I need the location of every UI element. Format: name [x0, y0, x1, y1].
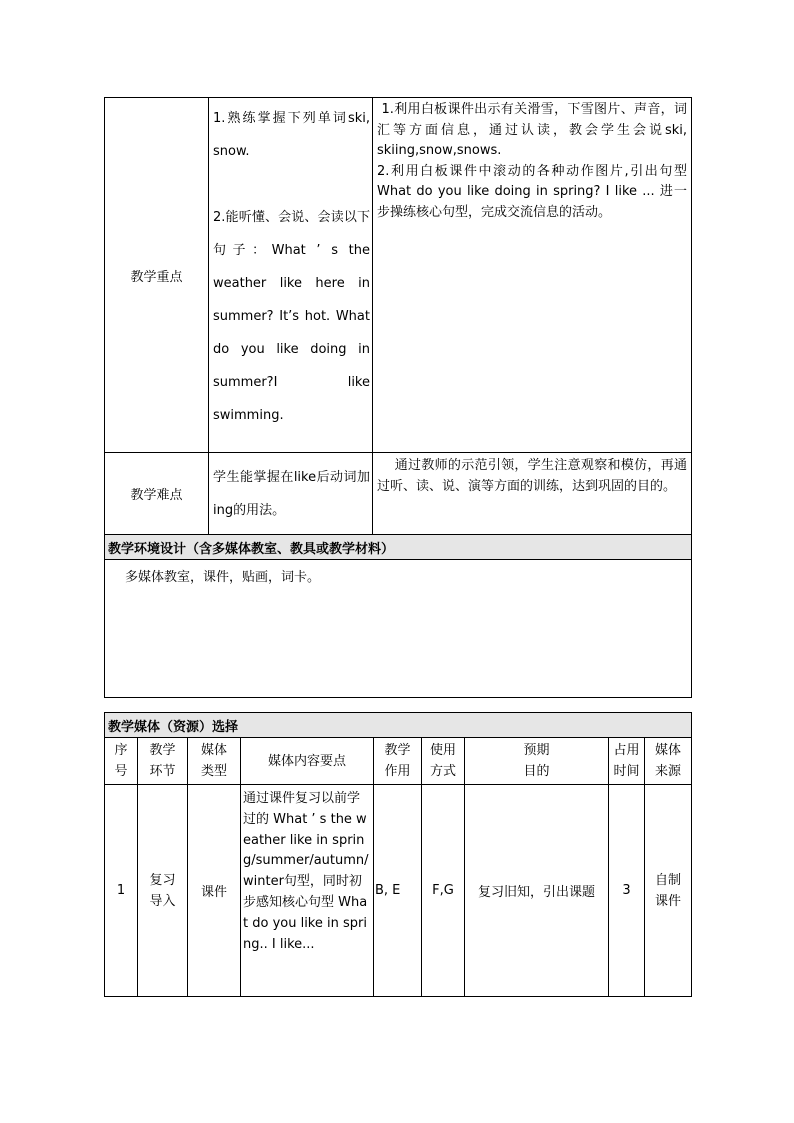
header-stage: [138, 738, 188, 785]
environment-body: 多媒体教室，课件，贴画，词卡。: [105, 560, 692, 698]
difficulties-middle: 学生能掌握在like后动词加ing的用法。: [209, 453, 373, 535]
header-role-line2: 作用: [384, 764, 411, 779]
row-type: 课件: [188, 785, 241, 997]
header-usage-line2: 方式: [429, 764, 456, 779]
header-time-line2: 时间: [613, 764, 640, 779]
header-goal: [465, 738, 609, 785]
header-goal-line2: 目的: [523, 764, 550, 779]
header-time: [609, 738, 645, 785]
key-points-label: 教学重点: [105, 98, 209, 453]
key-points-right: 1.利用白板课件出示有关滑雪，下雪图片、声音，词汇等方面信息，通过认读，教会学生会说ski, skiing,snow,snows. 2.利用白板课件中滚动的各种动作图片,引出句型What do you like doing in spring? I like ... 进一步操练核心句型，完成交流信息的活动。: [373, 98, 692, 453]
header-role-line1: 教学: [384, 743, 411, 758]
environment-body-row: [105, 560, 692, 698]
key-points-middle: 1.熟练掌握下列单词ski, snow. 2.能听懂、会说、会读以下句子：What ’ s the weather like here in summer? It’s hot. What do you like doing in summer?I like swimming.: [209, 98, 373, 453]
header-seq: [105, 738, 138, 785]
environment-heading: 教学环境设计（含多媒体教室、教具或教学材料）: [105, 535, 692, 560]
header-source-line2: 来源: [655, 764, 682, 779]
header-usage-line1: 使用: [429, 743, 456, 758]
header-stage-line2: 环节: [149, 764, 176, 779]
row-source: [645, 785, 692, 997]
key-points-row: [105, 98, 692, 453]
media-heading: 教学媒体（资源）选择: [105, 713, 692, 738]
media-header-row: [105, 738, 692, 785]
header-type-line1: 媒体: [200, 743, 227, 758]
row-seq: 1: [105, 785, 138, 997]
header-time-line1: 占用: [613, 743, 640, 758]
row-source-line2: 课件: [655, 893, 682, 909]
difficulties-label: 教学难点: [105, 453, 209, 535]
row-source-line1: 自制: [655, 872, 682, 888]
environment-heading-row: [105, 535, 692, 560]
row-goal: 复习旧知，引出课题: [465, 785, 609, 997]
row-stage-line1: 复习: [149, 872, 176, 888]
header-stage-line1: 教学: [149, 743, 176, 758]
header-content: 媒体内容要点: [241, 738, 374, 785]
media-heading-row: [105, 713, 692, 738]
row-time: 3: [609, 785, 645, 997]
header-source: [645, 738, 692, 785]
header-type: [188, 738, 241, 785]
media-table: [104, 712, 692, 997]
table-row: [105, 785, 692, 997]
row-usage: F,G: [422, 785, 465, 997]
header-goal-line1: 预期: [523, 743, 550, 758]
header-seq-line2: 号: [114, 764, 128, 779]
row-stage-line2: 导入: [149, 893, 176, 909]
difficulties-row: [105, 453, 692, 535]
row-role: B, E: [374, 785, 422, 997]
row-stage: [138, 785, 188, 997]
header-role: [374, 738, 422, 785]
lesson-plan-table: [104, 97, 692, 698]
header-usage: [422, 738, 465, 785]
header-type-line2: 类型: [200, 764, 227, 779]
difficulties-right: 通过教师的示范引领，学生注意观察和模仿，再通过听、读、说、演等方面的训练，达到巩固的目的。: [373, 453, 692, 535]
header-seq-line1: 序: [114, 743, 128, 758]
row-content: 通过课件复习以前学过的 What ’ s the weather like in spring/summer/autumn/winter句型，同时初步感知核心句型 What do you like in spring.. I like...: [241, 785, 374, 997]
header-source-line1: 媒体: [655, 743, 682, 758]
